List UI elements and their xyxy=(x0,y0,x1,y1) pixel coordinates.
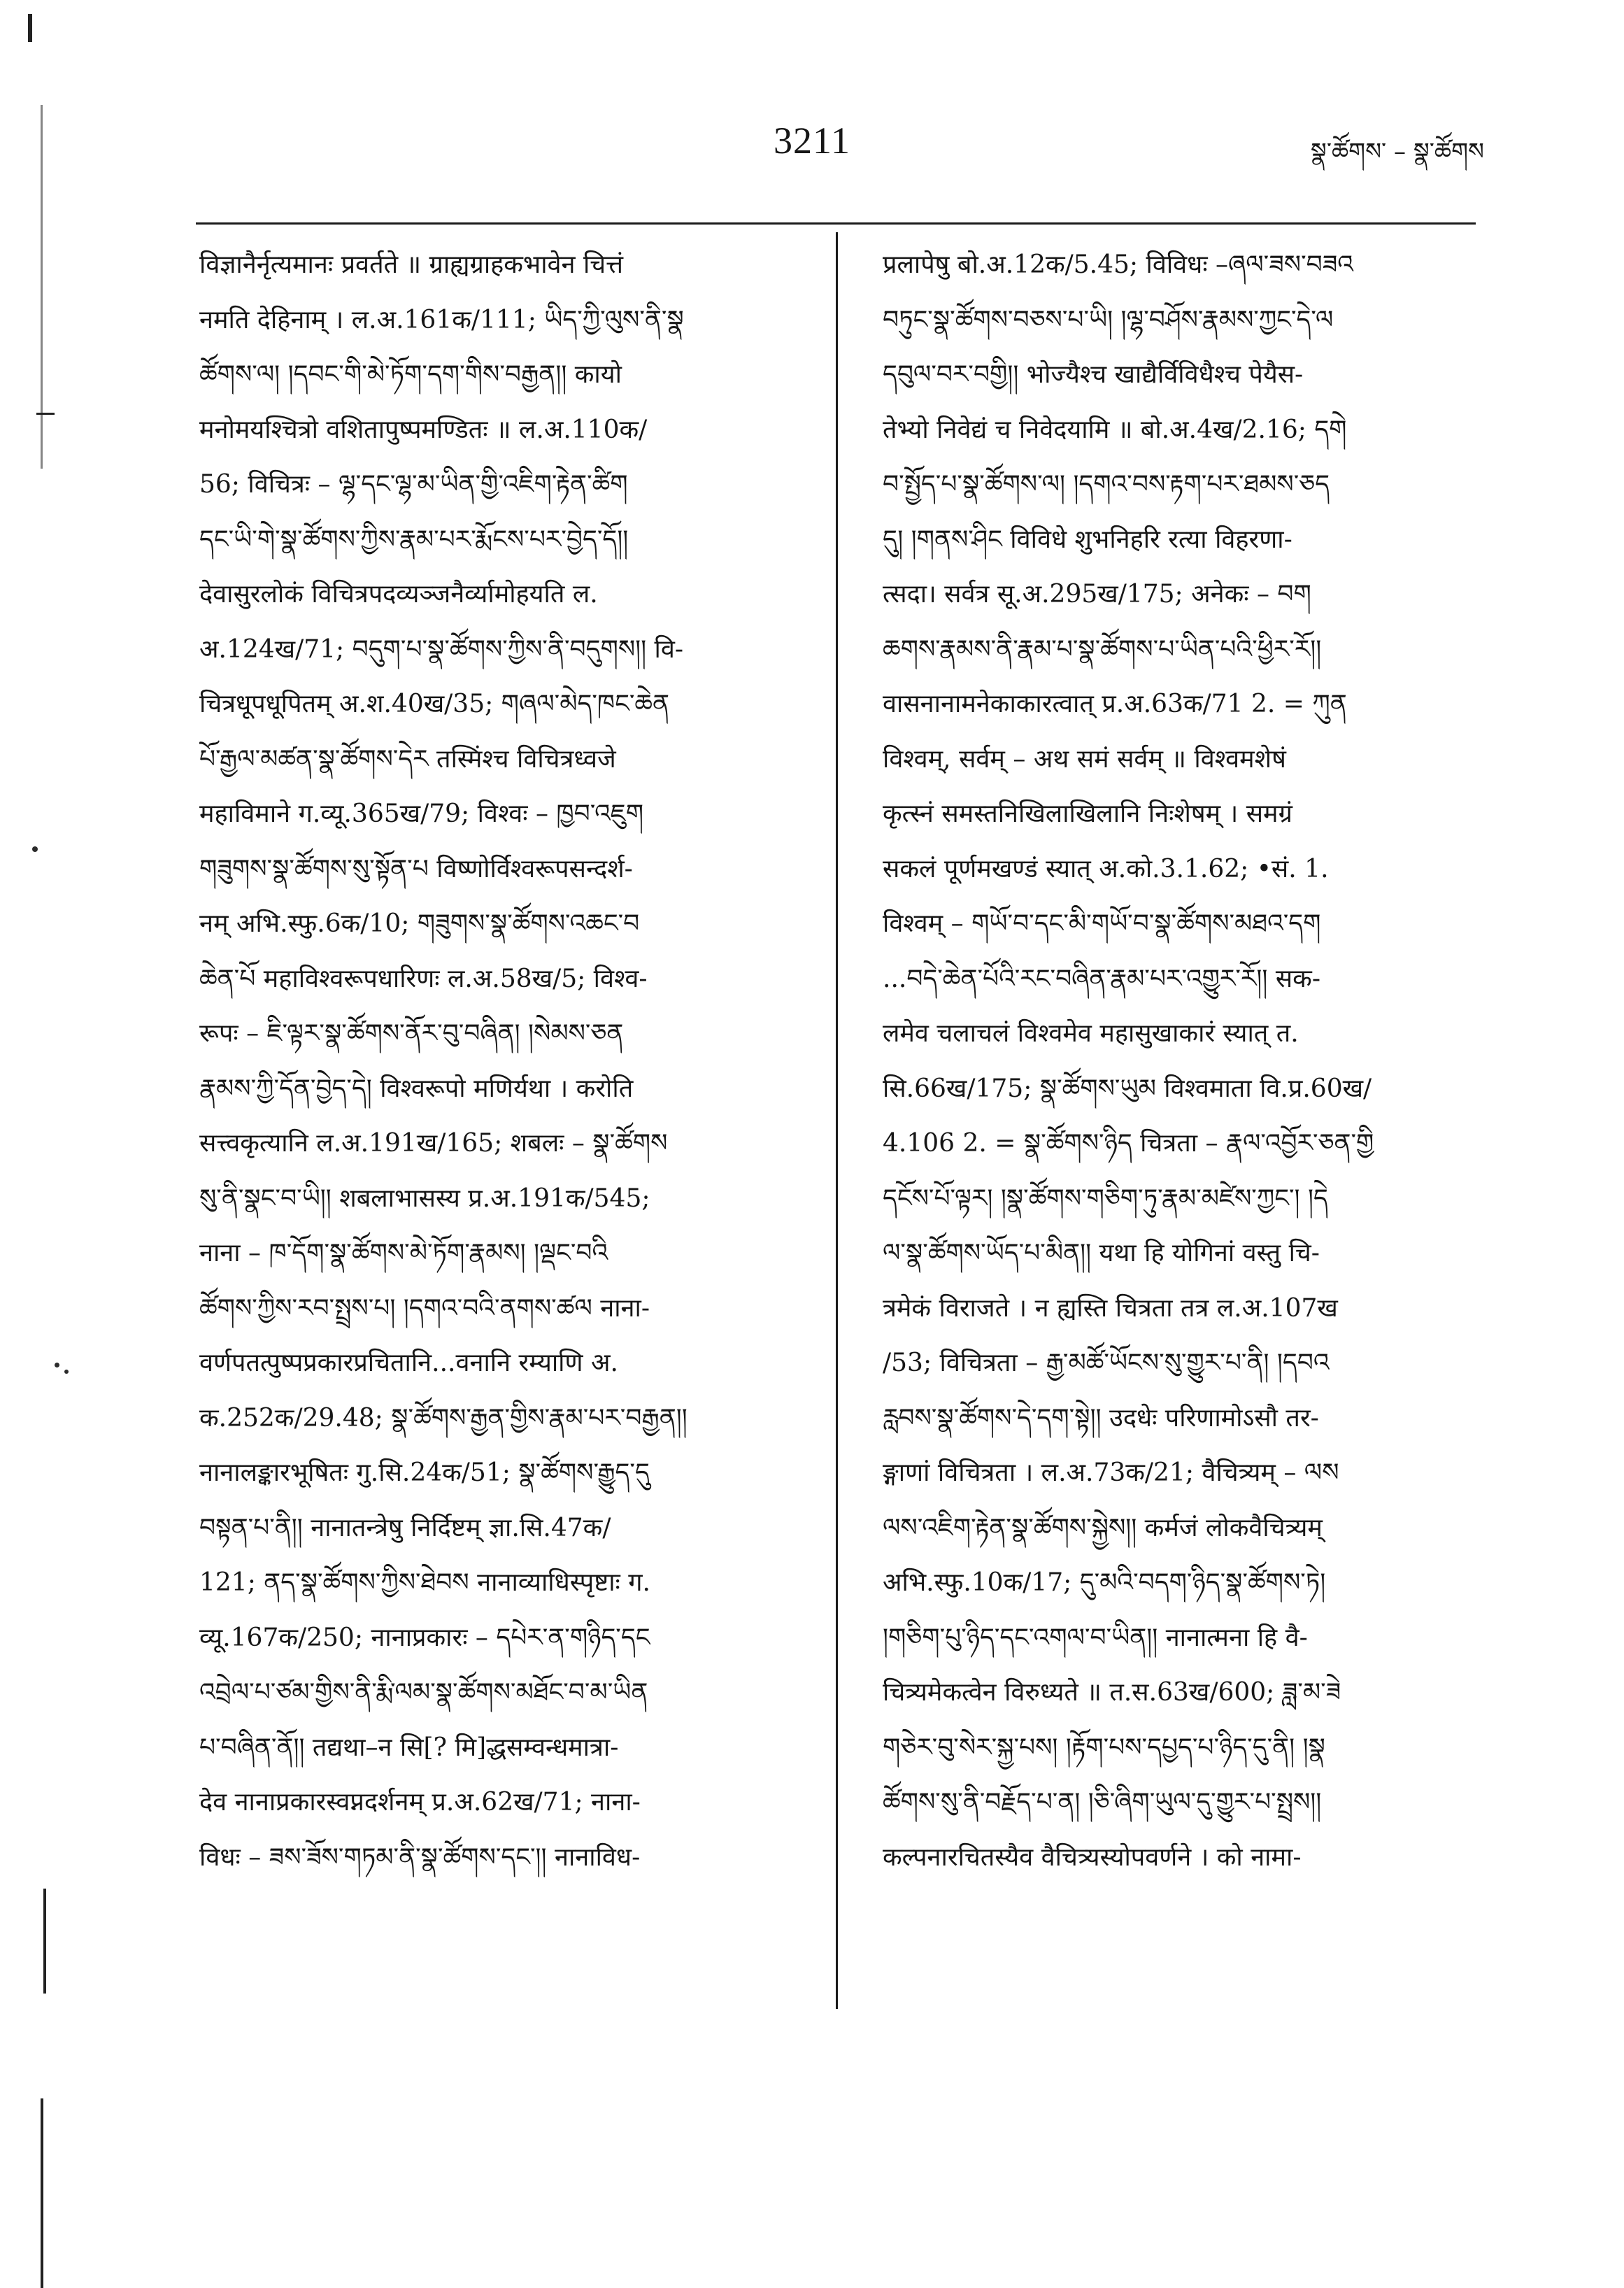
text-line: प्रलापेषु बो.अ.12क/5.45; विविधः –ཞལ་ཟས་བཟའ xyxy=(883,250,1353,279)
text-line: ङ्गाणां विचित्रता । ल.अ.73क/21; वैचित्र्यम् – ལས xyxy=(883,1458,1339,1487)
text-line: བསྟན་པ་ནི།། नानातन्त्रेषु निर्दिष्टम् ज्ञा.सि.47क/ xyxy=(199,1513,611,1542)
text-line: ཚོགས་ལ། །དབང་གི་མེ་ཏོག་དག་གིས་བརྒྱན།། कायो xyxy=(199,360,622,389)
text-line: འབྲེལ་པ་ཙམ་གྱིས་ནི་རྨི་ལམ་སྣ་ཚོགས་མཐོང་བ་མ་ཡིན xyxy=(199,1678,648,1707)
text-line: རྣམས་ཀྱི་དོན་བྱེད་དེ། विश्वरूपो मणिर्यथा । करोति xyxy=(199,1074,634,1103)
column-divider xyxy=(836,232,838,2009)
text-line: क.252क/29.48; སྣ་ཚོགས་རྒྱན་གྱིས་རྣམ་པར་བརྒྱན།། xyxy=(199,1403,688,1433)
text-line: देवासुरलोकं विचित्रपदव्यञ्जनैर्व्यामोहयति ल. xyxy=(199,580,598,609)
text-line: अ.124ख/71; བདུག་པ་སྣ་ཚོགས་ཀྱིས་ནི་བདུགས།། वि- xyxy=(199,634,684,664)
text-line: དུ། །གནས་ཤིང विविधे शुभनिहरि रत्या विहरणा- xyxy=(883,525,1292,554)
text-line: त्रमेकं विराजते । न ह्यस्ति चित्रता तत्र ल.अ.107ख xyxy=(883,1293,1338,1323)
text-line: གཅེར་བུ་སེར་སྐྱ་པས། །རྟོག་པས་དཔྱད་པ་ཉིད་དུ་ནི། །སྣ xyxy=(883,1733,1325,1762)
text-line: चित्र्यमेकत्वेन विरुध्यते ॥ त.स.63ख/600; ཟླ་མ་ཟེ xyxy=(883,1678,1341,1707)
margin-scan-speck xyxy=(64,1370,69,1374)
text-line: པོ་རྒྱལ་མཚན་སྣ་ཚོགས་དེར तस्मिंश्च विचित्रध्वजे xyxy=(199,744,616,774)
text-line: ཚོགས་ཀྱིས་རབ་སྤྲས་པ། །དགའ་བའི་ནགས་ཚལ नाना- xyxy=(199,1293,650,1323)
text-line: ཚོགས་སུ་ནི་བརྗོད་པ་ན། །ཅི་ཞིག་ཡུལ་དུ་གྱུར་པ་སྤྲས།། xyxy=(883,1788,1322,1817)
text-line: व्यू.167क/250; नानाप्रकारः – དཔེར་ན་གཉིད་དང xyxy=(199,1623,650,1652)
text-line: महाविमाने ग.व्यू.365ख/79; विश्वः – ཁྱབ་འཇུག xyxy=(199,800,644,828)
text-line: कल्पनारचितस्यैव वैचित्र्यस्योपवर्णने । को नामा- xyxy=(883,1842,1302,1872)
text-line: लमेव चलाचलं विश्वमेव महासुखाकारं स्यात् त. xyxy=(883,1019,1299,1048)
header-rule xyxy=(196,222,1476,225)
running-head: སྣ་ཚོགས་ – སྣ་ཚོགས xyxy=(1310,138,1484,166)
text-line: रूपः – ཇི་ལྟར་སྣ་ཚོགས་ནོར་བུ་བཞིན། །སེམས་ཅན xyxy=(199,1019,624,1048)
text-line: त्सदा। सर्वत्र सू.अ.295ख/175; अनेकः – བག xyxy=(883,580,1311,609)
text-line: नानालङ्कारभूषितः गु.सि.24क/51; སྣ་ཚོགས་རྒྱུད་དུ xyxy=(199,1458,650,1487)
left-column xyxy=(199,238,815,1885)
text-line: པ་བཞིན་ནོ།། तद्यथा–न सि[? मि]द्धसम्वन्धमात्रा- xyxy=(199,1733,619,1762)
margin-scan-mark xyxy=(41,2098,43,2288)
text-line: सि.66ख/175; སྣ་ཚོགས་ཡུམ विश्वमाता वि.प्र.60ख/ xyxy=(883,1074,1372,1103)
text-line: तेभ्यो निवेद्यं च निवेदयामि ॥ बो.अ.4ख/2.16; དགེ xyxy=(883,415,1347,444)
text-line: विज्ञानैर्नृत्यमानः प्रवर्तते ॥ ग्राह्यग्राहकभावेन चित्तं xyxy=(199,250,624,279)
text-line: བཏུང་སྣ་ཚོགས་བཅས་པ་ཡི། །ལྷ་བཤོས་རྣམས་ཀྱང་དེ་ལ xyxy=(883,305,1334,334)
text-line: चित्रधूपधूपितम् अ.श.40ख/35; གཞལ་མེད་ཁང་ཆེན xyxy=(199,690,670,718)
text-line: विश्वम् – གཡོ་བ་དང་མི་གཡོ་བ་སྣ་ཚོགས་མཐའ་དག xyxy=(883,909,1321,938)
text-line: नाना – ཁ་དོག་སྣ་ཚོགས་མེ་ཏོག་རྣམས། །ལྡང་བའི xyxy=(199,1239,608,1267)
text-line: नम् अभि.स्फु.6क/10; གཟུགས་སྣ་ཚོགས་འཆང་བ xyxy=(199,909,640,938)
text-line: 4.106 2. = སྣ་ཚོགས་ཉིད चित्रता – རྣལ་འབྱོར་ཅན་གྱི xyxy=(883,1129,1374,1158)
text-line: བ་སྤྱོད་པ་སྣ་ཚོགས་ལ། །དགའ་བས་རྟག་པར་ཐམས་ཅད xyxy=(883,470,1330,499)
text-line: नमति देहिनाम् । ल.अ.161क/111; ཡིད་ཀྱི་ལུས་ནི་སྣ xyxy=(199,305,684,334)
text-line: अभि.स्फु.10क/17; དུ་མའི་བདག་ཉིད་སྣ་ཚོགས་ཏེ། xyxy=(883,1568,1326,1597)
margin-scan-mark xyxy=(43,1889,46,1994)
text-line: དང་ཡི་གེ་སྣ་ཚོགས་ཀྱིས་རྣམ་པར་རྨོངས་པར་བྱེད་དོ།། xyxy=(199,525,629,554)
text-line: सत्त्वकृत्यानि ल.अ.191ख/165; शबलः – སྣ་ཚོགས xyxy=(199,1129,668,1158)
text-line: དངོས་པོ་ལྟར། །སྣ་ཚོགས་གཅིག་ཏུ་རྣམ་མཛེས་ཀྱང་། །དེ xyxy=(883,1184,1328,1213)
text-line: विधः – ཟས་ཟོས་གཏམ་ནི་སྣ་ཚོགས་དང་།། नानाविध- xyxy=(199,1842,641,1872)
margin-scan-mark xyxy=(36,413,55,415)
text-line: सकलं पूर्णमखण्डं स्यात् अ.को.3.1.62; •सं. 1. xyxy=(883,854,1329,883)
text-line: ...བདེ་ཆེན་པོའི་རང་བཞིན་རྣམ་པར་འགྱུར་རོ།། सक- xyxy=(883,964,1320,993)
text-line: वासनानामनेकाकारत्वात् प्र.अ.63क/71 2. = ཀུན xyxy=(883,690,1347,718)
text-line: སུ་ནི་སྣང་བ་ཡི།། शबलाभासस्य प्र.अ.191क/545; xyxy=(199,1184,650,1213)
text-line: ལས་འཇིག་རྟེན་སྣ་ཚོགས་སྐྱེས།། कर्मजं लोकवैचित्र्यम् xyxy=(883,1513,1323,1542)
text-line: कृत्स्नं समस्तनिखिलाखिलानि निःशेषम् । समग्रं xyxy=(883,800,1292,828)
text-line: ཆེན་པོ महाविश्वरूपधारिणः ल.अ.58ख/5; विश्व- xyxy=(199,964,648,993)
text-line: 56; विचित्रः – ལྷ་དང་ལྷ་མ་ཡིན་གྱི་འཇིག་རྟེན་ཚིག xyxy=(199,470,628,499)
margin-scan-speck xyxy=(55,1363,59,1367)
margin-scan-mark xyxy=(28,14,32,42)
text-line: རླབས་སྣ་ཚོགས་དེ་དག་སྟེ།། उदधेः परिणामोऽसौ तर- xyxy=(883,1403,1319,1433)
margin-scan-speck xyxy=(32,846,38,852)
text-line: देव नानाप्रकारस्वप्नदर्शनम् प्र.अ.62ख/71; नाना- xyxy=(199,1788,641,1817)
text-line: /53; विचित्रता – རྒྱ་མཚོ་ཡོངས་སུ་གྱུར་པ་ནི། །དབའ xyxy=(883,1349,1330,1377)
text-line: 121; ནད་སྣ་ཚོགས་ཀྱིས་ཐེབས नानाव्याधिस्पृष्टाः ग. xyxy=(199,1568,650,1597)
text-line: གཟུགས་སྣ་ཚོགས་སུ་སྟོན་པ विष्णोर्विश्वरूपसन्दर्श- xyxy=(199,854,633,883)
text-line: ལ་སྣ་ཚོགས་ཡོད་པ་མིན།། यथा हि योगिनां वस्तु चि- xyxy=(883,1239,1320,1267)
text-line: དབུལ་བར་བགྱི།། भोज्यैश्च खाद्यैर्विविधैश्च पेयैस- xyxy=(883,360,1304,389)
text-line: वर्णपतत्पुष्पप्रकारप्रचितानि...वनानि रम्याणि अ. xyxy=(199,1349,618,1377)
text-line: །གཅིག་པུ་ཉིད་དང་འགལ་བ་ཡིན།། नानात्मना हि वै- xyxy=(883,1623,1308,1652)
page-number: 3211 xyxy=(774,120,850,162)
text-line: मनोमयश्चित्रो वशितापुष्पमण्डितः ॥ ल.अ.110क/ xyxy=(199,415,648,444)
text-line: विश्वम्, सर्वम् – अथ समं सर्वम् ॥ विश्वमशेषं xyxy=(883,744,1286,774)
right-column xyxy=(883,238,1498,1885)
text-line: ཆགས་རྣམས་ནི་རྣམ་པ་སྣ་ཚོགས་པ་ཡིན་པའི་ཕྱིར་རོ།། xyxy=(883,634,1322,664)
